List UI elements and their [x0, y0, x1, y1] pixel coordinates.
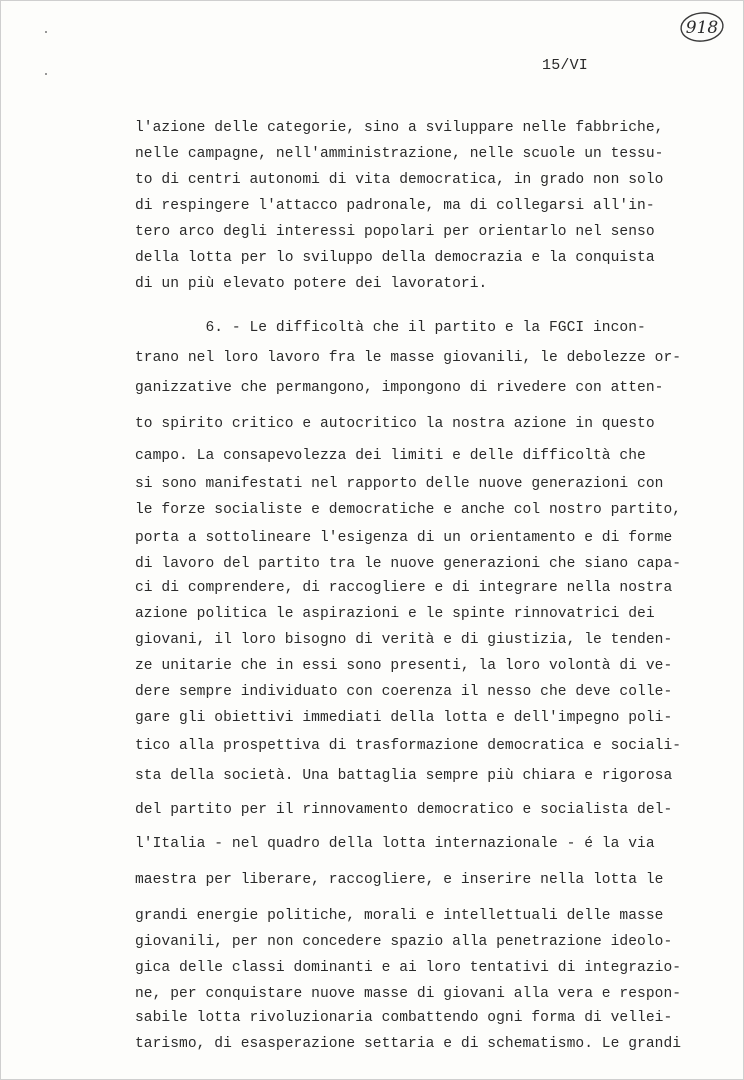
- text-line: sta della società. Una battaglia sempre più chiara e rigorosa: [135, 768, 673, 784]
- text-line: giovanili, per non concedere spazio alla penetrazione ideolo-: [135, 934, 673, 950]
- text-line: maestra per liberare, raccogliere, e inserire nella lotta le: [135, 872, 664, 888]
- scan-speck: [45, 73, 47, 75]
- text-line: grandi energie politiche, morali e intellettuali delle masse: [135, 908, 664, 924]
- text-line: dere sempre individuato con coerenza il nesso che deve colle-: [135, 684, 673, 700]
- text-line: tico alla prospettiva di trasformazione democratica e sociali-: [135, 738, 682, 754]
- archive-stamp: [677, 9, 727, 45]
- text-line: ze unitarie che in essi sono presenti, la loro volontà di ve-: [135, 658, 673, 674]
- text-line: gica delle classi dominanti e ai loro tentativi di integrazio-: [135, 960, 682, 976]
- text-line: del partito per il rinnovamento democratico e socialista del-: [135, 802, 673, 818]
- text-line: si sono manifestati nel rapporto delle nuove generazioni con: [135, 476, 664, 492]
- text-line: ne, per conquistare nuove masse di giovani alla vera e respon-: [135, 986, 682, 1002]
- text-line: tero arco degli interessi popolari per orientarlo nel senso: [135, 224, 655, 240]
- page-number: 15/VI: [542, 57, 589, 74]
- text-line: 6. - Le difficoltà che il partito e la FGCI incon-: [135, 320, 646, 336]
- text-line: di respingere l'attacco padronale, ma di collegarsi all'in-: [135, 198, 655, 214]
- text-line: di un più elevato potere dei lavoratori.: [135, 276, 488, 292]
- text-line: ganizzative che permangono, impongono di rivedere con atten-: [135, 380, 664, 396]
- text-line: l'Italia - nel quadro della lotta internazionale - é la via: [135, 836, 655, 852]
- text-line: di lavoro del partito tra le nuove generazioni che siano capa-: [135, 556, 682, 572]
- text-line: le forze socialiste e democratiche e anche col nostro partito,: [135, 502, 682, 518]
- text-line: sabile lotta rivoluzionaria combattendo ogni forma di vellei-: [135, 1010, 673, 1026]
- text-line: to spirito critico e autocritico la nostra azione in questo: [135, 416, 655, 432]
- text-line: gare gli obiettivi immediati della lotta e dell'impegno poli-: [135, 710, 673, 726]
- text-line: ci di comprendere, di raccogliere e di integrare nella nostra: [135, 580, 673, 596]
- text-line: nelle campagne, nell'amministrazione, nelle scuole un tessu-: [135, 146, 664, 162]
- text-line: to di centri autonomi di vita democratica, in grado non solo: [135, 172, 664, 188]
- archive-stamp-number: 918: [685, 18, 719, 38]
- scan-speck: [45, 31, 47, 33]
- text-line: campo. La consapevolezza dei limiti e delle difficoltà che: [135, 448, 646, 464]
- text-line: della lotta per lo sviluppo della democrazia e la conquista: [135, 250, 655, 266]
- text-line: tarismo, di esasperazione settaria e di schematismo. Le grandi: [135, 1036, 682, 1052]
- text-line: l'azione delle categorie, sino a sviluppare nelle fabbriche,: [135, 120, 664, 136]
- text-line: giovani, il loro bisogno di verità e di giustizia, le tenden-: [135, 632, 673, 648]
- text-line: porta a sottolineare l'esigenza di un orientamento e di forme: [135, 530, 673, 546]
- text-line: azione politica le aspirazioni e le spinte rinnovatrici dei: [135, 606, 655, 622]
- text-line: trano nel loro lavoro fra le masse giovanili, le debolezze or-: [135, 350, 682, 366]
